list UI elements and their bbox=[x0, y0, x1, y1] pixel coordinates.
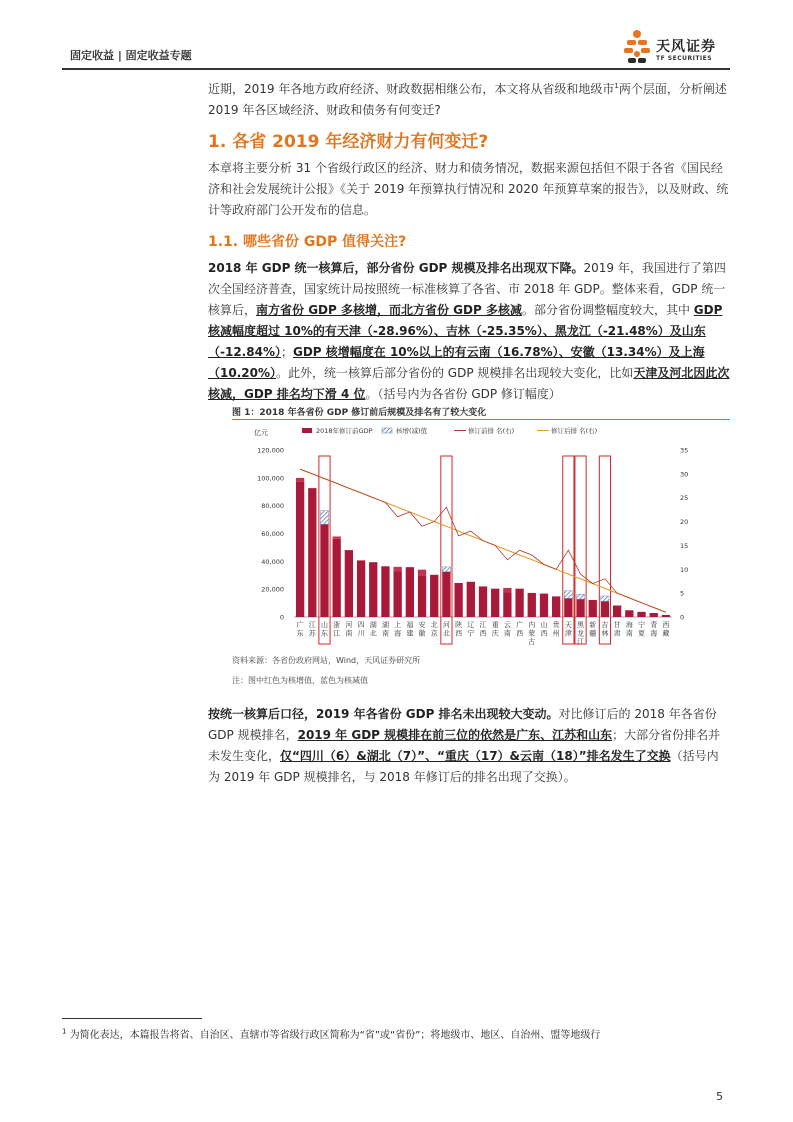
tf-logo-mark-icon bbox=[622, 28, 652, 68]
gdp-bar bbox=[625, 610, 633, 617]
category-label: 青 bbox=[650, 621, 658, 629]
category-label: 北 bbox=[369, 629, 377, 638]
category-label: 林 bbox=[601, 629, 609, 638]
gdp-bar bbox=[467, 582, 475, 617]
increase-bar bbox=[296, 478, 304, 482]
gdp-bar bbox=[333, 539, 341, 617]
category-label: 西 bbox=[479, 629, 487, 638]
category-label: 南 bbox=[503, 629, 511, 638]
gdp-bar bbox=[454, 583, 462, 617]
category-label: 肃 bbox=[613, 629, 621, 638]
section11-paragraph: 2018 年 GDP 统一核算后，部分省份 GDP 规模及排名出现双下降。2019 年，我国进行了第四次全国经济普查，国家统计局按照统一标准核算了各省、市 2018 年 GDP。整体来看，GDP 统一核算后，南方省份 GDP 多核增，而北方省份 GDP 多核减。部分省份调整幅度较大，其中 GDP 核减幅度超过 10%的有天津（-28.96%）、吉林（-25.35%）、黑龙江（-21.48%）及山东（-12.84%）；GDP 核增幅度在 10%以上的有云南（16.78%）、安徽（13.34%）及上海（10.20%）。此外，统一核算后部分省份的 GDP 规模排名出现较大变化，比如天津及河北因此次核减，GDP 排名均下滑 4 位。（括号内为各省份 GDP 修订幅度） bbox=[208, 261, 730, 401]
gdp-bar bbox=[613, 606, 621, 617]
footnote-divider bbox=[62, 1018, 202, 1019]
category-label: 西 bbox=[516, 629, 524, 638]
category-label: 古 bbox=[528, 638, 536, 646]
gdp-bar bbox=[357, 560, 365, 617]
category-label: 陕 bbox=[455, 621, 463, 629]
gdp-bar bbox=[308, 488, 316, 617]
right-tick-label: 5 bbox=[680, 589, 685, 598]
category-label: 山 bbox=[540, 621, 548, 629]
intro-paragraph: 近期，2019 年各地方政府经济、财政数据相继公布，本文将从省级和地级市$^1$两个层面，分析阐述 2019 年各区域经济、财政和债务有何变迁? bbox=[208, 82, 727, 117]
category-label: 云 bbox=[503, 621, 511, 629]
section1-paragraph: 本章将主要分析 31 个省级行政区的经济、财力和债务情况，数据来源包括但不限于各省《国民经济和社会发展统计公报》《关于 2019 年预算执行情况和 2020 年预算草案的报告》，以及财政、统计等政府部门公开发布的信息。 bbox=[208, 161, 729, 217]
right-tick-label: 10 bbox=[680, 565, 689, 574]
legend-label: 修订前排 名(右) bbox=[468, 427, 515, 435]
category-label: 宁 bbox=[638, 621, 646, 629]
page-number: 5 bbox=[716, 1090, 723, 1103]
gdp-chart bbox=[232, 420, 702, 652]
gdp-bar bbox=[320, 524, 328, 617]
category-label: 南 bbox=[345, 629, 353, 638]
figure-source: 资料来源：各省份政府网站，Wind，天风证券研究所 bbox=[232, 656, 421, 665]
category-label: 内 bbox=[528, 621, 536, 629]
category-label: 北 bbox=[442, 629, 450, 638]
right-tick-label: 35 bbox=[680, 446, 689, 455]
right-tick-label: 25 bbox=[680, 494, 689, 503]
decrease-bar bbox=[320, 511, 328, 525]
gdp-bar bbox=[650, 613, 658, 617]
category-label: 福 bbox=[406, 621, 414, 629]
gdp-bar bbox=[589, 600, 597, 617]
category-label: 江 bbox=[577, 638, 585, 646]
header-divider bbox=[62, 68, 730, 70]
legend-label: 2018年修订前GDP bbox=[316, 427, 373, 435]
logo-text-cn: 天风证券 bbox=[656, 39, 716, 55]
category-label: 宁 bbox=[467, 629, 475, 638]
left-tick-label: 20,000 bbox=[261, 585, 284, 594]
category-label: 浙 bbox=[333, 621, 341, 629]
category-label: 新 bbox=[589, 621, 597, 629]
category-label: 西 bbox=[662, 621, 670, 629]
category-label: 贵 bbox=[552, 621, 560, 629]
gdp-bar bbox=[296, 482, 304, 617]
gdp-bar bbox=[601, 601, 609, 617]
left-axis-unit: 亿元 bbox=[254, 429, 268, 437]
decrease-bar bbox=[576, 594, 584, 599]
category-label: 京 bbox=[430, 629, 438, 638]
increase-bar bbox=[503, 588, 511, 592]
category-label: 川 bbox=[357, 629, 365, 638]
decrease-bar bbox=[564, 591, 572, 599]
figure-title: 图 1：2018 年各省份 GDP 修订前后规模及排名有了较大变化 bbox=[232, 408, 487, 418]
gdp-bar bbox=[515, 589, 523, 617]
category-label: 江 bbox=[333, 629, 341, 638]
left-tick-label: 80,000 bbox=[261, 502, 284, 511]
category-label: 海 bbox=[650, 629, 658, 638]
category-label: 河 bbox=[442, 621, 450, 629]
category-label: 甘 bbox=[613, 621, 621, 629]
category-label: 上 bbox=[394, 621, 402, 629]
right-tick-label: 20 bbox=[680, 518, 689, 527]
category-label: 疆 bbox=[589, 629, 597, 638]
after-chart-paragraph: 按统一核算后口径，2019 年各省份 GDP 排名未出现较大变动。对比修订后的 2018 年各省份 GDP 规模排名，2019 年 GDP 规模排在前三位的依然是广东、江苏和山东；大部分省份排名并未发生变化，仅“四川（6）&湖北（7）”、“重庆（17）&云南（18）”排名发生了交换（括号内为 2019 年 GDP 规模排名，与 2018 年修订后的排名出现了交换）。 bbox=[208, 707, 721, 784]
category-label: 津 bbox=[564, 629, 572, 638]
footnote: $^1$ 为简化表达，本篇报告将省、自治区、直辖市等省级行政区简称为“省”或“省份”；将地级市、地区、自治州、盟等地级行 bbox=[62, 1027, 601, 1041]
section-heading-1: 1. 各省 2019 年经济财力有何变迁? bbox=[208, 132, 489, 152]
category-label: 东 bbox=[296, 629, 304, 638]
category-label: 苏 bbox=[308, 629, 316, 638]
category-label: 河 bbox=[345, 621, 353, 629]
logo-text-en: TF SECURITIES bbox=[656, 55, 713, 62]
category-label: 湖 bbox=[369, 621, 377, 629]
gdp-bar bbox=[442, 572, 450, 617]
footnote-ref[interactable]: 1 bbox=[614, 82, 619, 90]
gdp-bar bbox=[418, 575, 426, 617]
gdp-bar bbox=[662, 615, 670, 617]
right-tick-label: 30 bbox=[680, 470, 689, 479]
figure-note: 注：图中红色为核增值，蓝色为核减值 bbox=[232, 676, 368, 685]
category-label: 藏 bbox=[662, 629, 670, 638]
gdp-bar bbox=[381, 566, 389, 617]
category-label: 东 bbox=[320, 629, 328, 638]
tf-logo bbox=[622, 28, 742, 72]
category-label: 海 bbox=[625, 621, 633, 629]
category-label: 蒙 bbox=[528, 629, 536, 638]
increase-bar bbox=[393, 567, 401, 572]
category-label: 州 bbox=[552, 629, 560, 638]
gdp-bar bbox=[491, 589, 499, 617]
right-tick-label: 15 bbox=[680, 541, 689, 550]
gdp-bar bbox=[564, 598, 572, 617]
category-label: 山 bbox=[320, 621, 328, 629]
left-tick-label: 0 bbox=[279, 613, 284, 622]
right-tick-label: 0 bbox=[680, 613, 685, 622]
gdp-bar bbox=[430, 575, 438, 617]
gdp-bar bbox=[637, 612, 645, 617]
decrease-bar bbox=[442, 567, 450, 572]
category-label: 海 bbox=[394, 629, 402, 638]
increase-bar bbox=[418, 570, 426, 576]
category-label: 广 bbox=[296, 621, 304, 629]
gdp-bar bbox=[576, 599, 584, 617]
gdp-bar bbox=[528, 593, 536, 617]
category-label: 辽 bbox=[467, 621, 475, 629]
category-label: 天 bbox=[564, 621, 572, 629]
category-label: 吉 bbox=[601, 621, 609, 629]
left-tick-label: 60,000 bbox=[261, 530, 284, 538]
category-label: 黑 bbox=[577, 621, 585, 629]
gdp-bar bbox=[503, 592, 511, 617]
category-label: 龙 bbox=[577, 629, 585, 638]
category-label: 安 bbox=[418, 621, 426, 629]
legend-swatch-adjust bbox=[382, 428, 392, 433]
decrease-bar bbox=[601, 596, 609, 601]
gdp-bar bbox=[345, 550, 353, 617]
header-label: 固定收益 | 固定收益专题 bbox=[70, 49, 192, 62]
gdp-bar bbox=[479, 586, 487, 617]
category-label: 南 bbox=[625, 629, 633, 638]
category-label: 徽 bbox=[418, 629, 426, 638]
category-label: 广 bbox=[516, 621, 524, 629]
left-tick-label: 100,000 bbox=[257, 474, 284, 483]
category-label: 建 bbox=[406, 629, 414, 638]
gdp-bar bbox=[552, 596, 560, 617]
category-label: 重 bbox=[491, 621, 499, 629]
category-label: 北 bbox=[430, 621, 438, 629]
category-label: 西 bbox=[455, 629, 463, 638]
gdp-bar bbox=[540, 594, 548, 617]
category-label: 湖 bbox=[381, 621, 389, 629]
legend-swatch-gdp bbox=[302, 428, 312, 433]
gdp-bar bbox=[369, 562, 377, 617]
section-heading-1-1: 1.1. 哪些省份 GDP 值得关注? bbox=[208, 234, 407, 250]
gdp-bar bbox=[393, 572, 401, 617]
category-label: 江 bbox=[308, 621, 316, 629]
legend-label: 修订后排 名(右) bbox=[551, 427, 598, 435]
left-tick-label: 120,000 bbox=[257, 446, 284, 455]
category-label: 夏 bbox=[638, 629, 646, 638]
increase-bar bbox=[333, 536, 341, 538]
category-label: 四 bbox=[357, 621, 365, 629]
gdp-bar bbox=[406, 567, 414, 617]
category-label: 西 bbox=[540, 629, 548, 638]
category-label: 南 bbox=[381, 629, 389, 638]
category-label: 江 bbox=[479, 621, 487, 629]
category-label: 庆 bbox=[491, 629, 499, 638]
left-tick-label: 40,000 bbox=[261, 557, 284, 566]
legend-label: 核增(减)值 bbox=[396, 427, 428, 435]
